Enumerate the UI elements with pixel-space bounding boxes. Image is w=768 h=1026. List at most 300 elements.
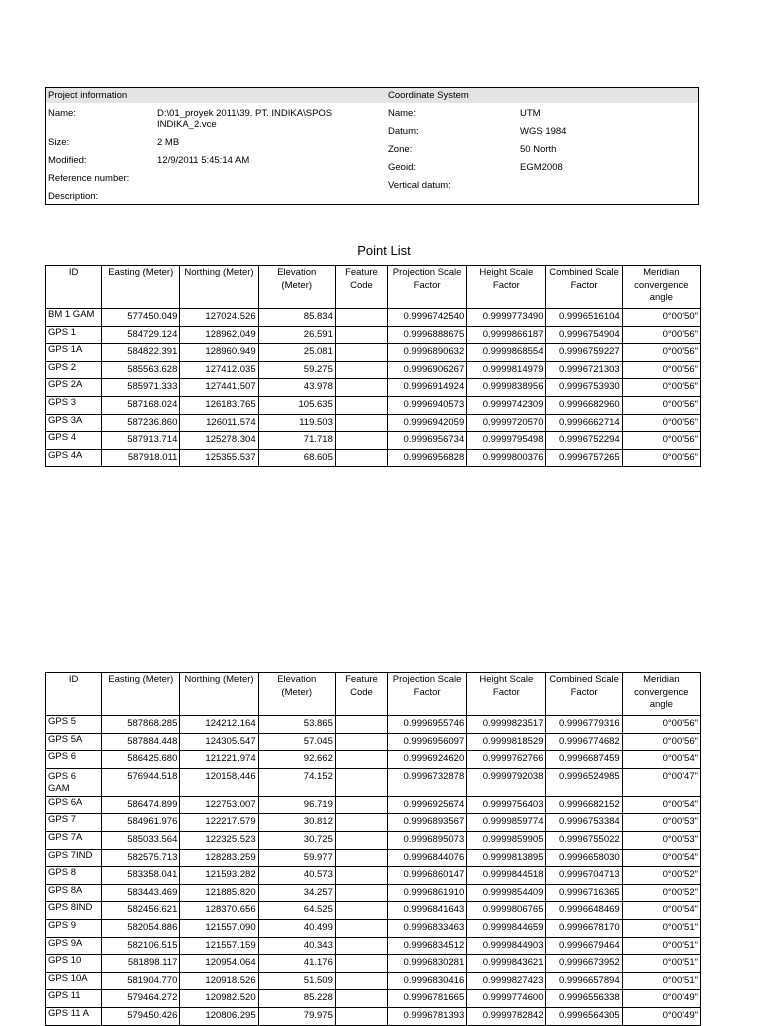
table-row xyxy=(46,432,701,450)
col-header-height-scale: Height Scale Factor xyxy=(467,673,546,716)
cell-easting: 581898.117 xyxy=(102,955,180,973)
cell-id: GPS 4 xyxy=(46,432,102,450)
cell-easting: 587236.860 xyxy=(102,414,180,432)
cell-projection-scale: 0.9996732878 xyxy=(388,768,467,796)
cell-id: GPS 9A xyxy=(46,937,102,955)
cell-height-scale: 0.9999859774 xyxy=(467,814,546,832)
col-header-id: ID xyxy=(46,266,102,309)
cell-id: GPS 5A xyxy=(46,733,102,751)
cell-id: GPS 6A xyxy=(46,796,102,814)
cs-geoid-value: EGM2008 xyxy=(520,162,563,173)
table-row xyxy=(46,814,701,832)
cell-projection-scale: 0.9996830281 xyxy=(388,955,467,973)
cell-combined-scale: 0.9996774682 xyxy=(546,733,622,751)
table-row xyxy=(46,379,701,397)
cell-combined-scale: 0.9996657894 xyxy=(546,972,622,990)
cell-meridian-convergence: 0°00'47" xyxy=(622,768,700,796)
cell-feature-code xyxy=(335,733,387,751)
cell-id: GPS 7 xyxy=(46,814,102,832)
cell-feature-code xyxy=(335,432,387,450)
cell-meridian-convergence: 0°00'51" xyxy=(622,919,700,937)
point-list-table-1 xyxy=(45,265,701,467)
cell-elevation: 34.257 xyxy=(258,884,335,902)
cell-feature-code xyxy=(335,867,387,885)
cell-combined-scale: 0.9996658030 xyxy=(546,849,622,867)
table-row xyxy=(46,990,701,1008)
cell-height-scale: 0.9999773490 xyxy=(467,309,546,327)
cell-northing: 128370.656 xyxy=(180,902,258,920)
coordinate-system-heading: Coordinate System xyxy=(388,90,469,101)
cell-id: BM 1 GAM xyxy=(46,309,102,327)
table-row xyxy=(46,716,701,734)
cell-feature-code xyxy=(335,379,387,397)
cell-height-scale: 0.9999818529 xyxy=(467,733,546,751)
cell-id: GPS 2A xyxy=(46,379,102,397)
table-row xyxy=(46,326,701,344)
point-list-title: Point List xyxy=(357,243,411,258)
project-size-label: Size: xyxy=(48,137,70,148)
cell-combined-scale: 0.9996662714 xyxy=(546,414,622,432)
cell-feature-code xyxy=(335,919,387,937)
cell-meridian-convergence: 0°00'51" xyxy=(622,955,700,973)
cell-northing: 127441.507 xyxy=(180,379,258,397)
cell-projection-scale: 0.9996955746 xyxy=(388,716,467,734)
cell-northing: 126183.765 xyxy=(180,396,258,414)
cell-easting: 587913.714 xyxy=(102,432,180,450)
cell-projection-scale: 0.9996895073 xyxy=(388,831,467,849)
cell-northing: 121557.090 xyxy=(180,919,258,937)
cs-zone-label: Zone: xyxy=(388,144,413,155)
cell-easting: 577450.049 xyxy=(102,309,180,327)
cell-height-scale: 0.9999844659 xyxy=(467,919,546,937)
cell-meridian-convergence: 0°00'53" xyxy=(622,831,700,849)
cell-feature-code xyxy=(335,796,387,814)
cell-height-scale: 0.9999843621 xyxy=(467,955,546,973)
cell-easting: 582456.621 xyxy=(102,902,180,920)
cell-id: GPS 2 xyxy=(46,361,102,379)
table-row xyxy=(46,937,701,955)
cell-northing: 121557.159 xyxy=(180,937,258,955)
table-row xyxy=(46,902,701,920)
cell-height-scale: 0.9999792038 xyxy=(467,768,546,796)
cell-northing: 127412.035 xyxy=(180,361,258,379)
cell-easting: 584729.124 xyxy=(102,326,180,344)
cell-easting: 586425.680 xyxy=(102,751,180,769)
cell-meridian-convergence: 0°00'52" xyxy=(622,884,700,902)
cell-combined-scale: 0.9996516104 xyxy=(546,309,622,327)
cell-id: GPS 11 xyxy=(46,990,102,1008)
cell-meridian-convergence: 0°00'56" xyxy=(622,344,700,362)
cell-height-scale: 0.9999844903 xyxy=(467,937,546,955)
cell-northing: 121221.974 xyxy=(180,751,258,769)
table-header-row xyxy=(46,673,701,716)
col-header-northing: Northing (Meter) xyxy=(180,673,258,716)
table-row xyxy=(46,344,701,362)
cell-meridian-convergence: 0°00'56" xyxy=(622,396,700,414)
cell-projection-scale: 0.9996781393 xyxy=(388,1007,467,1025)
cell-northing: 120954.064 xyxy=(180,955,258,973)
cell-combined-scale: 0.9996704713 xyxy=(546,867,622,885)
cell-meridian-convergence: 0°00'49" xyxy=(622,990,700,1008)
project-reference-label: Reference number: xyxy=(48,173,130,184)
cell-height-scale: 0.9999866187 xyxy=(467,326,546,344)
cell-combined-scale: 0.9996752294 xyxy=(546,432,622,450)
cell-combined-scale: 0.9996682960 xyxy=(546,396,622,414)
cell-elevation: 74.152 xyxy=(258,768,335,796)
project-name-label: Name: xyxy=(48,108,76,119)
cell-combined-scale: 0.9996753930 xyxy=(546,379,622,397)
col-header-height-scale: Height Scale Factor xyxy=(467,266,546,309)
cell-combined-scale: 0.9996673952 xyxy=(546,955,622,973)
project-info-box xyxy=(45,87,699,205)
cell-easting: 581904.770 xyxy=(102,972,180,990)
cell-id: GPS 8IND xyxy=(46,902,102,920)
cell-easting: 586474.899 xyxy=(102,796,180,814)
table-row xyxy=(46,867,701,885)
cell-height-scale: 0.9999868554 xyxy=(467,344,546,362)
cell-feature-code xyxy=(335,768,387,796)
cell-northing: 122325.523 xyxy=(180,831,258,849)
cell-meridian-convergence: 0°00'49" xyxy=(622,1007,700,1025)
cs-zone-value: 50 North xyxy=(520,144,557,155)
cell-feature-code xyxy=(335,361,387,379)
project-info-heading: Project information xyxy=(48,90,128,101)
cell-combined-scale: 0.9996754904 xyxy=(546,326,622,344)
cell-meridian-convergence: 0°00'56" xyxy=(622,326,700,344)
table-row xyxy=(46,919,701,937)
cell-elevation: 43.978 xyxy=(258,379,335,397)
cell-height-scale: 0.9999774600 xyxy=(467,990,546,1008)
cell-easting: 583443.469 xyxy=(102,884,180,902)
cell-projection-scale: 0.9996860147 xyxy=(388,867,467,885)
cell-easting: 579464.272 xyxy=(102,990,180,1008)
cell-elevation: 71.718 xyxy=(258,432,335,450)
cell-meridian-convergence: 0°00'54" xyxy=(622,796,700,814)
col-header-elevation: Elevation (Meter) xyxy=(258,266,335,309)
info-header-bar xyxy=(46,88,698,103)
cell-projection-scale: 0.9996956097 xyxy=(388,733,467,751)
cell-easting: 582575.713 xyxy=(102,849,180,867)
col-header-combined-scale: Combined Scale Factor xyxy=(546,673,622,716)
cell-height-scale: 0.9999800376 xyxy=(467,449,546,467)
cell-easting: 582054.886 xyxy=(102,919,180,937)
cell-projection-scale: 0.9996833463 xyxy=(388,919,467,937)
cs-name-value: UTM xyxy=(520,108,541,119)
cell-id: GPS 10A xyxy=(46,972,102,990)
cell-elevation: 51.509 xyxy=(258,972,335,990)
cell-northing: 128283.259 xyxy=(180,849,258,867)
table-row xyxy=(46,309,701,327)
cell-combined-scale: 0.9996716365 xyxy=(546,884,622,902)
cell-northing: 124212.164 xyxy=(180,716,258,734)
table-row xyxy=(46,849,701,867)
cell-elevation: 105.635 xyxy=(258,396,335,414)
cell-elevation: 92.662 xyxy=(258,751,335,769)
cell-id: GPS 3A xyxy=(46,414,102,432)
cell-elevation: 68.605 xyxy=(258,449,335,467)
table-row xyxy=(46,396,701,414)
cell-projection-scale: 0.9996781665 xyxy=(388,990,467,1008)
cell-meridian-convergence: 0°00'52" xyxy=(622,867,700,885)
cell-meridian-convergence: 0°00'51" xyxy=(622,972,700,990)
cell-combined-scale: 0.9996564305 xyxy=(546,1007,622,1025)
col-header-meridian-convergence: Meridian convergence angle xyxy=(622,266,700,309)
cell-height-scale: 0.9999838956 xyxy=(467,379,546,397)
cell-projection-scale: 0.9996861910 xyxy=(388,884,467,902)
cell-northing: 125278.304 xyxy=(180,432,258,450)
cell-combined-scale: 0.9996759227 xyxy=(546,344,622,362)
cell-id: GPS 4A xyxy=(46,449,102,467)
cell-projection-scale: 0.9996888675 xyxy=(388,326,467,344)
project-modified-label: Modified: xyxy=(48,155,87,166)
cell-meridian-convergence: 0°00'54" xyxy=(622,849,700,867)
cell-height-scale: 0.9999742309 xyxy=(467,396,546,414)
cell-projection-scale: 0.9996742540 xyxy=(388,309,467,327)
cell-easting: 587884.448 xyxy=(102,733,180,751)
cell-projection-scale: 0.9996956734 xyxy=(388,432,467,450)
cell-meridian-convergence: 0°00'56" xyxy=(622,716,700,734)
cell-projection-scale: 0.9996834512 xyxy=(388,937,467,955)
cell-height-scale: 0.9999795498 xyxy=(467,432,546,450)
cell-projection-scale: 0.9996924620 xyxy=(388,751,467,769)
table-row xyxy=(46,1007,701,1025)
table-row xyxy=(46,955,701,973)
cell-projection-scale: 0.9996914924 xyxy=(388,379,467,397)
cell-height-scale: 0.9999762766 xyxy=(467,751,546,769)
project-modified-value: 12/9/2011 5:45:14 AM xyxy=(157,155,250,166)
cell-meridian-convergence: 0°00'51" xyxy=(622,937,700,955)
cell-combined-scale: 0.9996779316 xyxy=(546,716,622,734)
cell-feature-code xyxy=(335,937,387,955)
col-header-easting: Easting (Meter) xyxy=(102,673,180,716)
cell-easting: 584961.976 xyxy=(102,814,180,832)
cell-id: GPS 9 xyxy=(46,919,102,937)
cell-id: GPS 1A xyxy=(46,344,102,362)
cell-meridian-convergence: 0°00'54" xyxy=(622,751,700,769)
cell-elevation: 30.812 xyxy=(258,814,335,832)
cell-feature-code xyxy=(335,751,387,769)
cell-easting: 587868.285 xyxy=(102,716,180,734)
cell-meridian-convergence: 0°00'50" xyxy=(622,309,700,327)
project-size-value: 2 MB xyxy=(157,137,180,148)
cell-id: GPS 8A xyxy=(46,884,102,902)
cell-elevation: 26.591 xyxy=(258,326,335,344)
cs-datum-value: WGS 1984 xyxy=(520,126,567,137)
cell-projection-scale: 0.9996841643 xyxy=(388,902,467,920)
cell-projection-scale: 0.9996893567 xyxy=(388,814,467,832)
cell-meridian-convergence: 0°00'56" xyxy=(622,414,700,432)
table-header-row xyxy=(46,266,701,309)
cell-meridian-convergence: 0°00'56" xyxy=(622,733,700,751)
cell-projection-scale: 0.9996940573 xyxy=(388,396,467,414)
cell-elevation: 79.975 xyxy=(258,1007,335,1025)
cell-feature-code xyxy=(335,814,387,832)
cell-combined-scale: 0.9996679464 xyxy=(546,937,622,955)
cell-easting: 579450.426 xyxy=(102,1007,180,1025)
col-header-feature-code: Feature Code xyxy=(335,266,387,309)
project-description-label: Description: xyxy=(48,191,99,202)
project-name-value: D:\01_proyek 2011\39. PT. INDIKA\SPOS INDIKA_2.vce xyxy=(157,108,333,130)
cell-feature-code xyxy=(335,955,387,973)
cell-height-scale: 0.9999806765 xyxy=(467,902,546,920)
cell-elevation: 40.343 xyxy=(258,937,335,955)
cell-meridian-convergence: 0°00'53" xyxy=(622,814,700,832)
cell-elevation: 53.865 xyxy=(258,716,335,734)
cell-feature-code xyxy=(335,309,387,327)
cell-northing: 121885.820 xyxy=(180,884,258,902)
cell-feature-code xyxy=(335,902,387,920)
cell-id: GPS 8 xyxy=(46,867,102,885)
cell-projection-scale: 0.9996925674 xyxy=(388,796,467,814)
cell-feature-code xyxy=(335,344,387,362)
col-header-easting: Easting (Meter) xyxy=(102,266,180,309)
cell-meridian-convergence: 0°00'56" xyxy=(622,449,700,467)
col-header-feature-code: Feature Code xyxy=(335,673,387,716)
cell-elevation: 85.834 xyxy=(258,309,335,327)
cell-projection-scale: 0.9996906267 xyxy=(388,361,467,379)
cell-meridian-convergence: 0°00'54" xyxy=(622,902,700,920)
cs-datum-label: Datum: xyxy=(388,126,419,137)
cell-easting: 576944.518 xyxy=(102,768,180,796)
cs-vertical-datum-label: Vertical datum: xyxy=(388,180,451,191)
cell-northing: 124305.547 xyxy=(180,733,258,751)
cell-elevation: 57.045 xyxy=(258,733,335,751)
cell-elevation: 41.176 xyxy=(258,955,335,973)
cell-feature-code xyxy=(335,414,387,432)
cell-height-scale: 0.9999813895 xyxy=(467,849,546,867)
col-header-elevation: Elevation (Meter) xyxy=(258,673,335,716)
table-row xyxy=(46,751,701,769)
cell-meridian-convergence: 0°00'56" xyxy=(622,379,700,397)
cell-elevation: 64.525 xyxy=(258,902,335,920)
cell-northing: 128962.049 xyxy=(180,326,258,344)
cell-combined-scale: 0.9996682152 xyxy=(546,796,622,814)
cell-projection-scale: 0.9996844076 xyxy=(388,849,467,867)
cell-height-scale: 0.9999859905 xyxy=(467,831,546,849)
cell-feature-code xyxy=(335,396,387,414)
cell-id: GPS 10 xyxy=(46,955,102,973)
cell-northing: 120806.295 xyxy=(180,1007,258,1025)
cell-elevation: 40.573 xyxy=(258,867,335,885)
cell-id: GPS 11 A xyxy=(46,1007,102,1025)
cell-id: GPS 7A xyxy=(46,831,102,849)
cell-easting: 583358.041 xyxy=(102,867,180,885)
col-header-projection-scale: Projection Scale Factor xyxy=(388,266,467,309)
cell-easting: 584822.391 xyxy=(102,344,180,362)
table-row xyxy=(46,449,701,467)
cell-elevation: 59.275 xyxy=(258,361,335,379)
cell-id: GPS 6 xyxy=(46,751,102,769)
cell-northing: 125355.537 xyxy=(180,449,258,467)
cell-feature-code xyxy=(335,716,387,734)
cell-northing: 126011.574 xyxy=(180,414,258,432)
cell-id: GPS 6 GAM xyxy=(46,768,102,796)
table-row xyxy=(46,796,701,814)
cell-elevation: 25.081 xyxy=(258,344,335,362)
cell-id: GPS 5 xyxy=(46,716,102,734)
cell-easting: 585033.564 xyxy=(102,831,180,849)
cell-combined-scale: 0.9996687459 xyxy=(546,751,622,769)
table-row xyxy=(46,414,701,432)
table-row xyxy=(46,361,701,379)
cell-northing: 120982.520 xyxy=(180,990,258,1008)
cell-feature-code xyxy=(335,990,387,1008)
table-row xyxy=(46,768,701,796)
cell-feature-code xyxy=(335,831,387,849)
cell-easting: 587918.011 xyxy=(102,449,180,467)
cell-feature-code xyxy=(335,972,387,990)
cell-combined-scale: 0.9996524985 xyxy=(546,768,622,796)
cell-combined-scale: 0.9996556338 xyxy=(546,990,622,1008)
cell-height-scale: 0.9999720570 xyxy=(467,414,546,432)
cell-easting: 582106.515 xyxy=(102,937,180,955)
table-row xyxy=(46,733,701,751)
cell-height-scale: 0.9999814979 xyxy=(467,361,546,379)
cell-meridian-convergence: 0°00'56" xyxy=(622,432,700,450)
cell-elevation: 40.499 xyxy=(258,919,335,937)
cell-combined-scale: 0.9996755022 xyxy=(546,831,622,849)
cell-projection-scale: 0.9996942059 xyxy=(388,414,467,432)
cell-easting: 585563.628 xyxy=(102,361,180,379)
cs-geoid-label: Geoid: xyxy=(388,162,416,173)
cell-easting: 585971.333 xyxy=(102,379,180,397)
cell-feature-code xyxy=(335,884,387,902)
cell-height-scale: 0.9999756403 xyxy=(467,796,546,814)
cell-elevation: 96.719 xyxy=(258,796,335,814)
cell-feature-code xyxy=(335,449,387,467)
cell-height-scale: 0.9999823517 xyxy=(467,716,546,734)
col-header-id: ID xyxy=(46,673,102,716)
table-row xyxy=(46,884,701,902)
cell-elevation: 85.228 xyxy=(258,990,335,1008)
col-header-projection-scale: Projection Scale Factor xyxy=(388,673,467,716)
cell-height-scale: 0.9999827423 xyxy=(467,972,546,990)
cell-northing: 122217.579 xyxy=(180,814,258,832)
cell-id: GPS 3 xyxy=(46,396,102,414)
cell-projection-scale: 0.9996956828 xyxy=(388,449,467,467)
cell-meridian-convergence: 0°00'56" xyxy=(622,361,700,379)
cell-northing: 127024.526 xyxy=(180,309,258,327)
cell-combined-scale: 0.9996757265 xyxy=(546,449,622,467)
table-row xyxy=(46,972,701,990)
cell-feature-code xyxy=(335,326,387,344)
cell-combined-scale: 0.9996648469 xyxy=(546,902,622,920)
col-header-meridian-convergence: Meridian convergence angle xyxy=(622,673,700,716)
cell-height-scale: 0.9999854409 xyxy=(467,884,546,902)
cell-id: GPS 7IND xyxy=(46,849,102,867)
cell-elevation: 59.977 xyxy=(258,849,335,867)
cell-combined-scale: 0.9996753384 xyxy=(546,814,622,832)
cell-feature-code xyxy=(335,849,387,867)
table-row xyxy=(46,831,701,849)
cell-northing: 122753.007 xyxy=(180,796,258,814)
cs-name-label: Name: xyxy=(388,108,416,119)
cell-northing: 120158.446 xyxy=(180,768,258,796)
cell-northing: 121593.282 xyxy=(180,867,258,885)
cell-elevation: 119.503 xyxy=(258,414,335,432)
cell-projection-scale: 0.9996830416 xyxy=(388,972,467,990)
cell-combined-scale: 0.9996721303 xyxy=(546,361,622,379)
cell-height-scale: 0.9999782842 xyxy=(467,1007,546,1025)
cell-elevation: 30.725 xyxy=(258,831,335,849)
point-list-table-2 xyxy=(45,672,701,1026)
cell-northing: 120918.526 xyxy=(180,972,258,990)
cell-northing: 128960.949 xyxy=(180,344,258,362)
cell-height-scale: 0.9999844518 xyxy=(467,867,546,885)
cell-id: GPS 1 xyxy=(46,326,102,344)
cell-projection-scale: 0.9996890632 xyxy=(388,344,467,362)
col-header-combined-scale: Combined Scale Factor xyxy=(546,266,622,309)
